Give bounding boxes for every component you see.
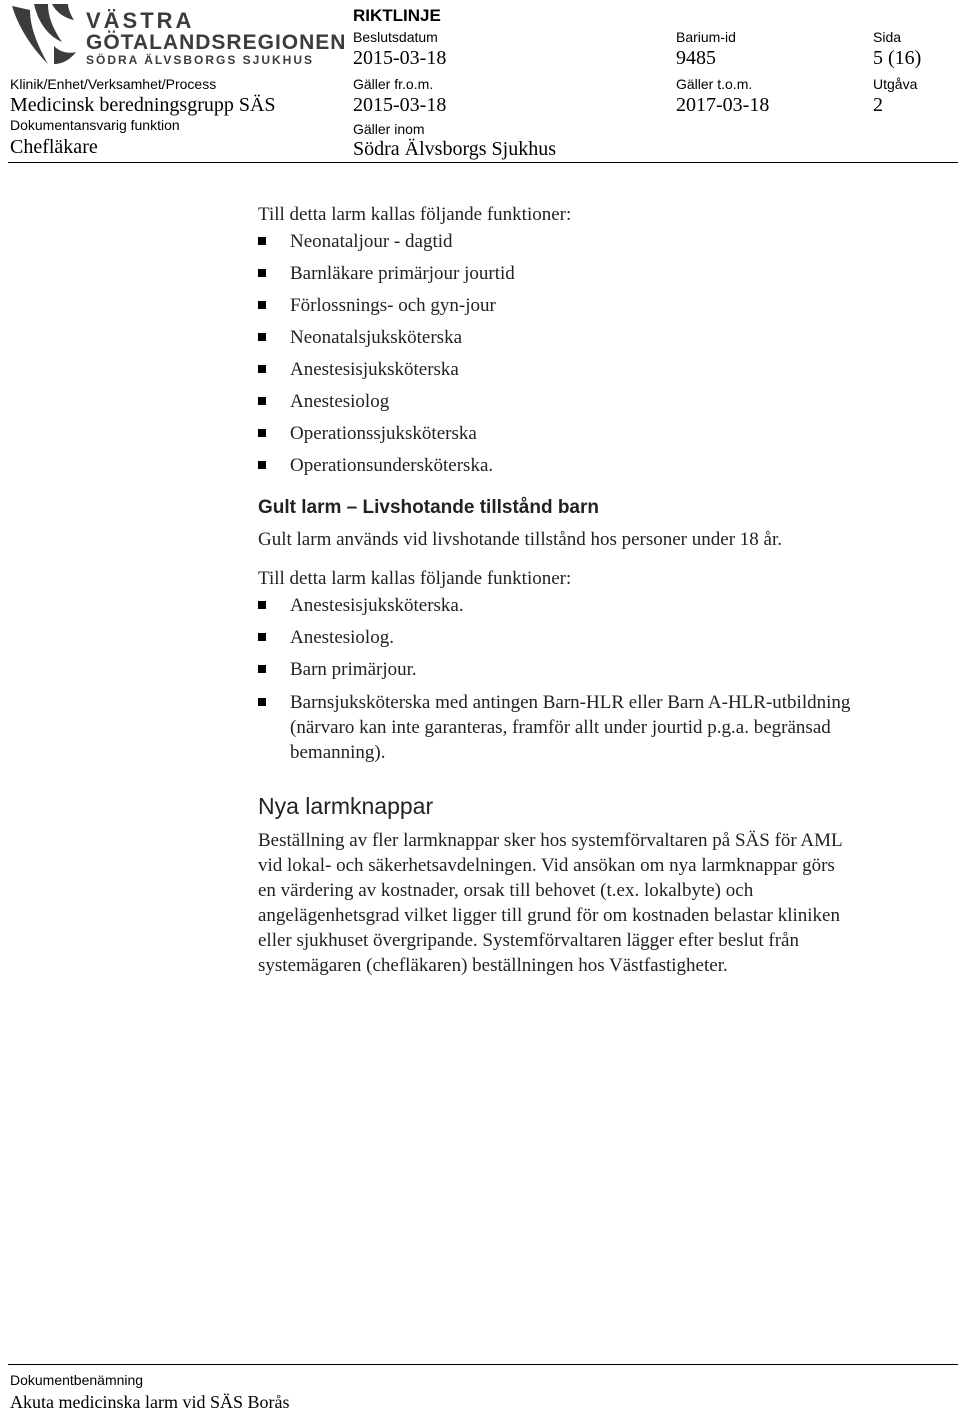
document-type: RIKTLINJE <box>353 6 441 25</box>
logo-text-gotalandsregionen: GÖTALANDSREGIONEN <box>86 31 347 54</box>
utgava-value: 2 <box>873 94 883 116</box>
section-heading-nya-larmknappar: Nya larmknappar <box>258 793 434 819</box>
dokumentbenamning-label: Dokumentbenämning <box>10 1372 144 1388</box>
logo-text-sas: SÖDRA ÄLVSBORGS SJUKHUS <box>86 53 315 67</box>
galler-tom-label: Gäller t.o.m. <box>676 76 753 92</box>
bullet-icon <box>258 429 266 437</box>
dokumentansvarig-value: Chefläkare <box>10 136 98 158</box>
sida-label: Sida <box>873 29 902 45</box>
paragraph-line: vid lokal- och säkerhetsavdelningen. Vid ansökan om nya larmknappar görs <box>258 855 835 876</box>
beslutsdatum-label: Beslutsdatum <box>353 29 438 45</box>
bullet-icon <box>258 601 266 609</box>
paragraph-line: en värdering av kostnader, orsak till behovet (t.ex. lokalbyte) och <box>258 880 754 901</box>
list-item: Neonatalsjuksköterska <box>290 327 463 348</box>
list-item: Anestesisjuksköterska <box>290 359 459 380</box>
bullet-icon <box>258 665 266 673</box>
barium-id-label: Barium-id <box>676 29 736 45</box>
list-item: Anestesiolog <box>290 391 390 412</box>
list-item: Barnsjuksköterska med antingen Barn-HLR eller Barn A-HLR-utbildning <box>290 692 851 713</box>
paragraph-line: eller sjukhuset övergripande. Systemförvaltaren lägger efter beslut från <box>258 930 799 951</box>
bullet-icon <box>258 633 266 641</box>
paragraph-line: angelägenhetsgrad vilket ligger till grund för om kostnaden belastar kliniken <box>258 905 840 926</box>
galler-from-label: Gäller fr.o.m. <box>353 76 434 92</box>
barium-id-value: 9485 <box>676 47 716 69</box>
bullet-icon <box>258 698 266 706</box>
list-item: Neonataljour - dagtid <box>290 231 453 252</box>
galler-inom-label: Gäller inom <box>353 121 425 137</box>
list-item: Anestesisjuksköterska. <box>290 595 464 616</box>
bullet-icon <box>258 333 266 341</box>
bullet-icon <box>258 269 266 277</box>
bullet-icon <box>258 461 266 469</box>
klinik-label: Klinik/Enhet/Verksamhet/Process <box>10 76 217 92</box>
list-item: Operationsundersköterska. <box>290 455 494 476</box>
intro-paragraph-2: Till detta larm kallas följande funktioner: <box>258 568 572 589</box>
logo-text-vastra: VÄSTRA <box>86 8 195 33</box>
bullet-icon <box>258 397 266 405</box>
utgava-label: Utgåva <box>873 76 918 92</box>
list-item: Barn primärjour. <box>290 659 417 680</box>
intro-paragraph-1: Till detta larm kallas följande funktioner: <box>258 204 572 225</box>
list-item: Förlossnings- och gyn-jour <box>290 295 496 316</box>
region-logo <box>8 2 347 70</box>
paragraph-line: Beställning av fler larmknappar sker hos systemförvaltaren på SÄS för AML <box>258 830 843 851</box>
bullet-icon <box>258 237 266 245</box>
list-item: Barnläkare primärjour jourtid <box>290 263 515 284</box>
klinik-value: Medicinsk beredningsgrupp SÄS <box>10 94 276 116</box>
list-item-continuation: (närvaro kan inte garanteras, framför allt under jourtid p.g.a. begränsad <box>290 717 831 738</box>
beslutsdatum-value: 2015-03-18 <box>353 47 447 69</box>
list-item: Anestesiolog. <box>290 627 394 648</box>
sida-value: 5 (16) <box>873 47 922 69</box>
paragraph-line: systemägaren (chefläkaren) beställningen hos Västfastigheter. <box>258 955 728 976</box>
list-item-continuation: bemanning). <box>290 742 386 763</box>
galler-tom-value: 2017-03-18 <box>676 94 770 116</box>
bullet-icon <box>258 365 266 373</box>
footer-divider <box>8 1364 958 1365</box>
header-divider <box>8 162 958 163</box>
galler-from-value: 2015-03-18 <box>353 94 447 116</box>
galler-inom-value: Södra Älvsborgs Sjukhus <box>353 138 556 160</box>
dokumentbenamning-value: Akuta medicinska larm vid SÄS Borås <box>10 1392 290 1412</box>
gult-larm-description: Gult larm används vid livshotande tillstånd hos personer under 18 år. <box>258 529 782 550</box>
section-heading-gult-larm: Gult larm – Livshotande tillstånd barn <box>258 497 599 518</box>
region-logo-mark-icon <box>8 2 78 68</box>
list-item: Operationssjuksköterska <box>290 423 477 444</box>
dokumentansvarig-label: Dokumentansvarig funktion <box>10 117 180 133</box>
bullet-icon <box>258 301 266 309</box>
